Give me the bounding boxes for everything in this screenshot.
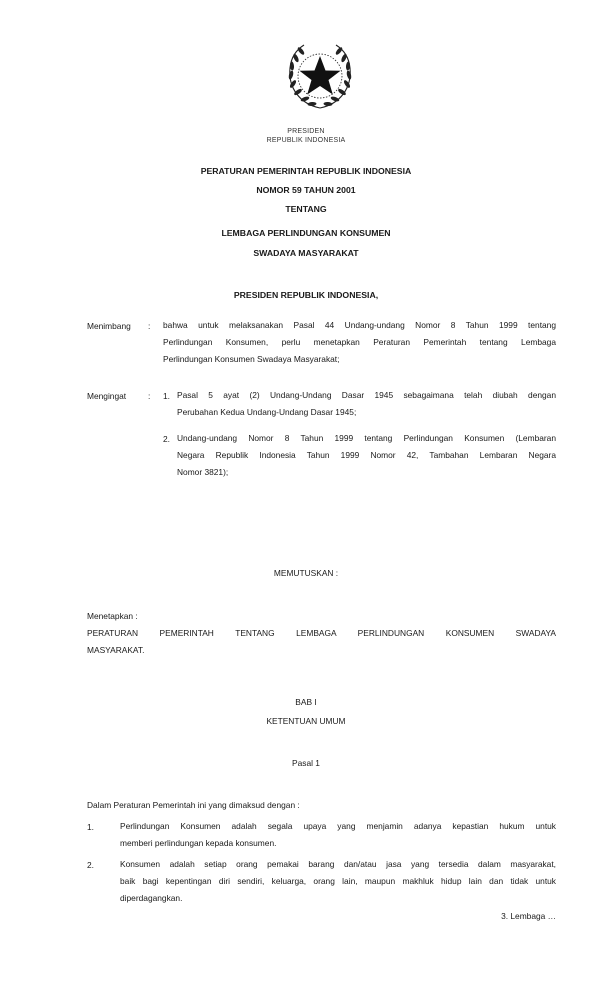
menetapkan-line: MASYARAKAT. bbox=[87, 645, 145, 655]
definition-line: memberi perlindungan kepada konsumen. bbox=[120, 838, 277, 848]
menetapkan-line: PERATURAN PEMERINTAH TENTANG LEMBAGA PERLINDUNGAN KONSUMEN SWADAYA bbox=[87, 628, 556, 638]
menimbang-colon: : bbox=[148, 321, 151, 331]
menetapkan-text bbox=[87, 625, 556, 659]
menimbang-line: bahwa untuk melaksanakan Pasal 44 Undang-undang Nomor 8 Tahun 1999 tentang bbox=[163, 320, 556, 330]
mengingat-item-number: 1. bbox=[163, 391, 170, 401]
definition-line: Konsumen adalah setiap orang pemakai barang dan/atau jasa yang tersedia dalam masyarakat, bbox=[120, 859, 556, 869]
definition-number: 1. bbox=[87, 822, 94, 832]
mengingat-line: Pasal 5 ayat (2) Undang-Undang Dasar 1945 sebagaimana telah diubah dengan bbox=[177, 390, 556, 400]
memutuskan-heading: MEMUTUSKAN : bbox=[273, 568, 339, 578]
bab-number: BAB I bbox=[295, 697, 317, 707]
regulation-title: PERATURAN PEMERINTAH REPUBLIK INDONESIA bbox=[200, 166, 412, 176]
definitions-intro: Dalam Peraturan Pemerintah ini yang dimaksud dengan : bbox=[87, 800, 300, 810]
menetapkan-label: Menetapkan : bbox=[87, 611, 138, 621]
definition-line: diperdagangkan. bbox=[120, 893, 183, 903]
next-page-catchword: 3. Lembaga … bbox=[501, 911, 556, 921]
definition-number: 2. bbox=[87, 860, 94, 870]
regulation-number: NOMOR 59 TAHUN 2001 bbox=[256, 185, 356, 195]
menimbang-text bbox=[163, 317, 556, 368]
mengingat-item-1 bbox=[177, 387, 556, 421]
emblem-caption-republik: REPUBLIK INDONESIA bbox=[266, 137, 346, 144]
definition-item-1 bbox=[120, 818, 556, 852]
mengingat-item-2 bbox=[177, 430, 556, 481]
regulation-subject-line1: LEMBAGA PERLINDUNGAN KONSUMEN bbox=[221, 228, 391, 238]
mengingat-line: Undang-undang Nomor 8 Tahun 1999 tentang Perlindungan Konsumen (Lembaran bbox=[177, 433, 556, 443]
emblem-caption-presiden: PRESIDEN bbox=[287, 128, 325, 135]
mengingat-colon: : bbox=[148, 391, 151, 401]
menimbang-label: Menimbang bbox=[87, 321, 131, 331]
definition-item-2 bbox=[120, 856, 556, 907]
regulation-subject-line2: SWADAYA MASYARAKAT bbox=[253, 248, 359, 258]
menimbang-line: Perlindungan Konsumen, perlu menetapkan Peraturan Pemerintah tentang Lembaga bbox=[163, 337, 556, 347]
definition-line: Perlindungan Konsumen adalah segala upaya yang menjamin adanya kepastian hukum untuk bbox=[120, 821, 556, 831]
bab-title: KETENTUAN UMUM bbox=[266, 716, 346, 726]
president-heading: PRESIDEN REPUBLIK INDONESIA, bbox=[233, 290, 379, 300]
menimbang-line: Perlindungan Konsumen Swadaya Masyarakat; bbox=[163, 354, 340, 364]
definition-line: baik bagi kepentingan diri sendiri, keluarga, orang lain, maupun makhluk hidup lain dan tidak untuk bbox=[120, 876, 556, 886]
regulation-tentang: TENTANG bbox=[285, 204, 327, 214]
pasal-heading: Pasal 1 bbox=[292, 758, 320, 768]
mengingat-label: Mengingat bbox=[87, 391, 127, 401]
mengingat-line: Nomor 3821); bbox=[177, 467, 229, 477]
mengingat-line: Negara Republik Indonesia Tahun 1999 Nomor 42, Tambahan Lembaran Negara bbox=[177, 450, 556, 460]
mengingat-item-number: 2. bbox=[163, 434, 170, 444]
presiden-star-emblem-icon bbox=[282, 40, 358, 112]
mengingat-line: Perubahan Kedua Undang-Undang Dasar 1945; bbox=[177, 407, 357, 417]
